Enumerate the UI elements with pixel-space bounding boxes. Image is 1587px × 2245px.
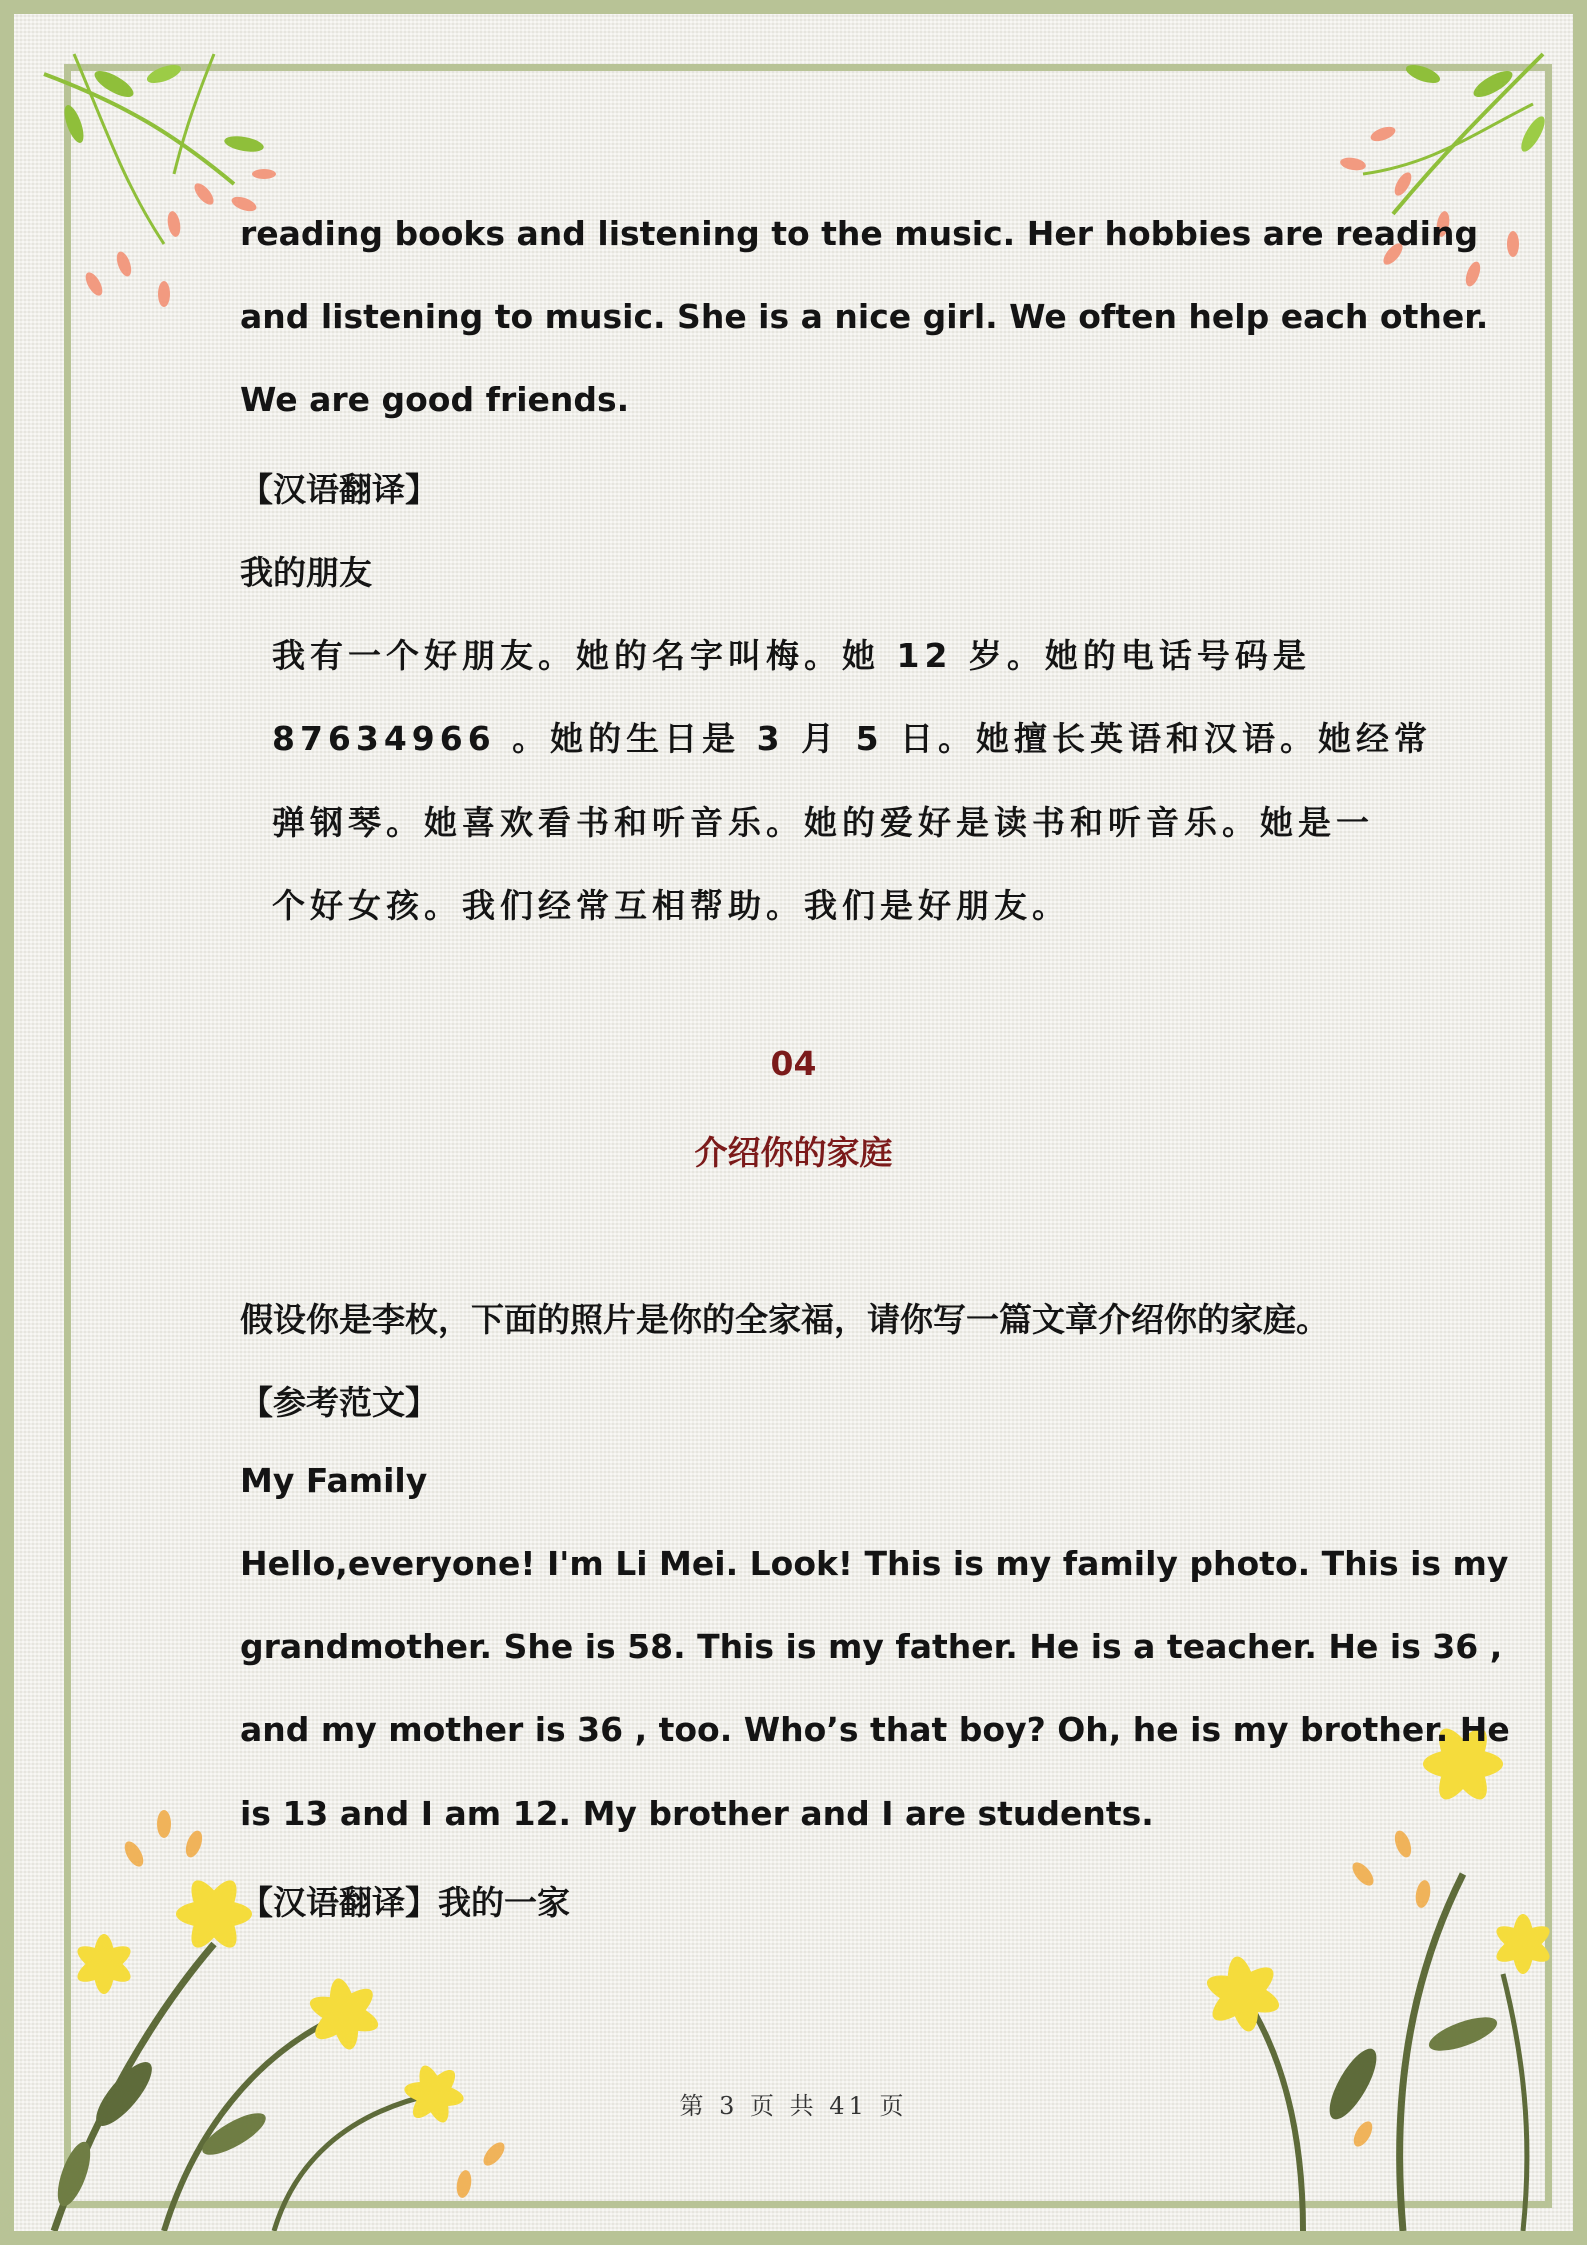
translation-heading: 【汉语翻译】我的一家	[240, 1883, 570, 1922]
paragraph-line: We are good friends.	[240, 380, 630, 419]
translation-label: 【汉语翻译】	[240, 470, 438, 509]
essay-title: My Family	[240, 1461, 428, 1500]
translation-line: 87634966 。她的生日是 3 月 5 日。她擅长英语和汉语。她经常	[272, 719, 1433, 758]
essay-line: and my mother is 36 , too. Who’s that boy? Oh, he is my brother. He	[240, 1710, 1510, 1749]
sample-label: 【参考范文】	[240, 1383, 438, 1422]
writing-prompt: 假设你是李枚，下面的照片是你的全家福，请你写一篇文章介绍你的家庭。	[240, 1300, 1329, 1339]
translation-line: 个好女孩。我们经常互相帮助。我们是好朋友。	[272, 886, 1070, 925]
page-number: 第 3 页 共 41 页	[679, 2092, 908, 2120]
essay-line: grandmother. She is 58. This is my father. He is a teacher. He is 36 ,	[240, 1627, 1503, 1666]
essay-content	[240, 0, 1510, 2245]
section-title: 介绍你的家庭	[694, 1133, 893, 1172]
section-number: 04	[770, 1044, 817, 1083]
essay-line: Hello,everyone! I'm Li Mei. Look! This is my family photo. This is my	[240, 1544, 1509, 1583]
translation-line: 弹钢琴。她喜欢看书和听音乐。她的爱好是读书和听音乐。她是一	[272, 803, 1374, 842]
essay-line: is 13 and I am 12. My brother and I are students.	[240, 1794, 1154, 1833]
translation-title: 我的朋友	[240, 553, 372, 592]
translation-line: 我有一个好朋友。她的名字叫梅。她 12 岁。她的电话号码是	[272, 636, 1311, 675]
paragraph-line: reading books and listening to the music. Her hobbies are reading	[240, 214, 1479, 253]
paragraph-line: and listening to music. She is a nice girl. We often help each other.	[240, 297, 1489, 336]
